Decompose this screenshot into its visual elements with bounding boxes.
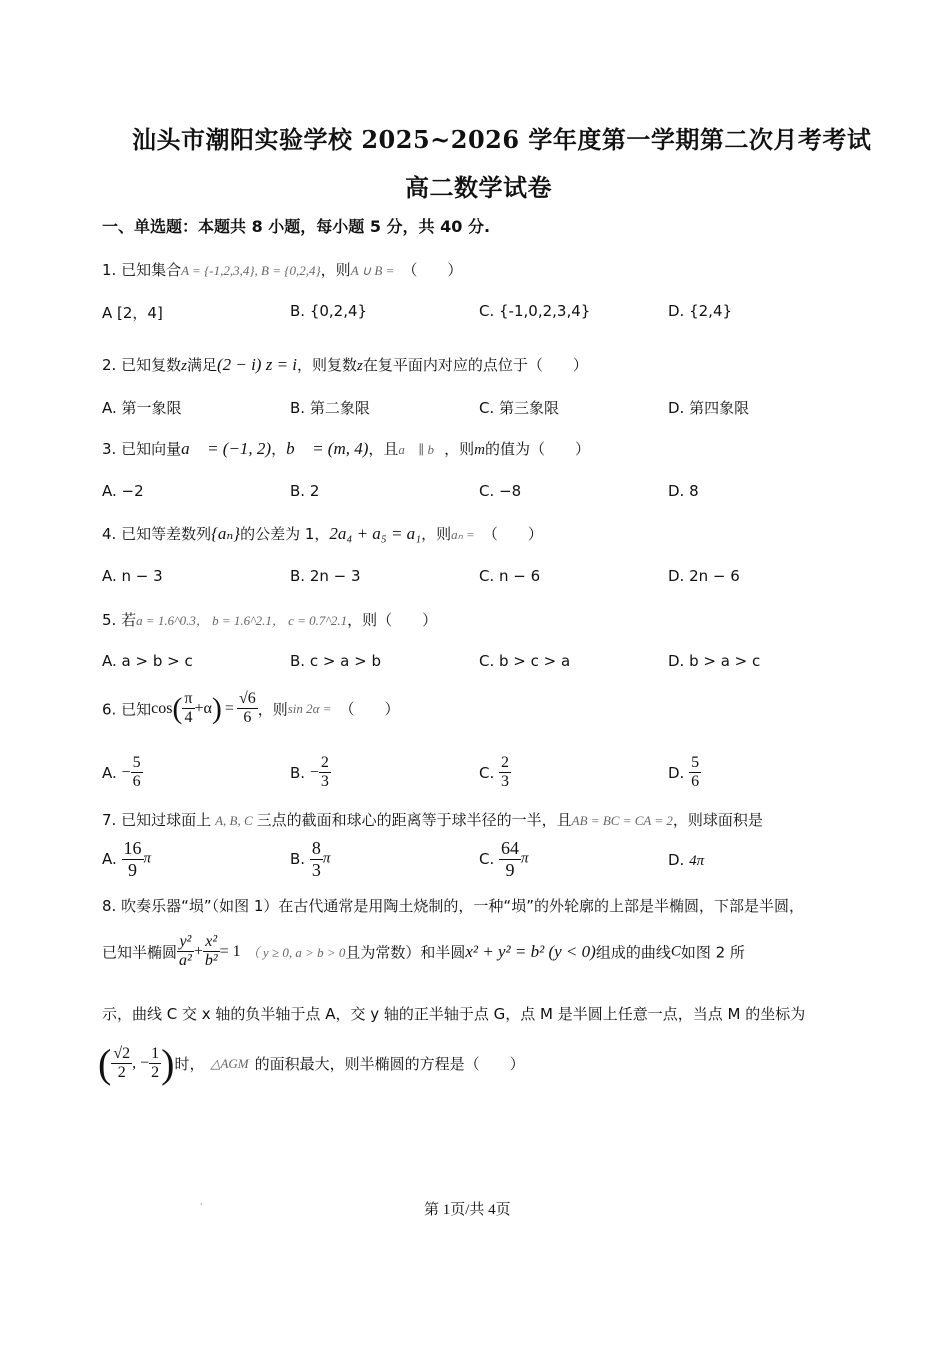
q2-equation: (2 − i) z = i [216, 355, 298, 374]
section-header: 一、单选题：本题共 8 小题，每小题 5 分，共 40 分. [102, 217, 491, 236]
question-8-line-4: ( $\frac{√2}{2}$ , − $\frac{1}{2}$ )时， △AGM 的面积最大，则半椭圆的方程是（ ） [98, 1041, 525, 1086]
q7-equation: AB = BC = CA = 2 [571, 813, 673, 828]
q5-option-b: B. c > a > b [290, 652, 381, 670]
q2-text3: ，则复数 [297, 356, 358, 374]
q7-option-c: C. $\frac{64}{9}$ π [479, 838, 529, 880]
q6-paren: （ ） [339, 700, 400, 719]
q2-z2: z [357, 358, 363, 374]
question-8-line-2: 已知半椭圆 $\frac{\text{y²}}{\text{a²}}$ + $\frac{\text{x²}}{\text{b²}}$ = 1 （ y ≥ 0, a > b > 0且为常数）和半圆x² + y² = b² (y < 0)组成的曲线C如图 2 所 [102, 933, 745, 970]
q2-z1: z [181, 358, 187, 374]
q1-expr: A ∪ B = [350, 263, 395, 278]
q4-paren: （ ） [482, 525, 543, 543]
q1-option-a: A [2，4] [102, 304, 163, 322]
q3-option-d: D. 8 [668, 482, 699, 500]
q5-text1: 5. 若 [102, 611, 137, 629]
q1-option-c: C. {-1,0,2,3,4} [479, 302, 591, 320]
q4-option-d: D. 2n − 6 [668, 567, 740, 585]
question-8-line-3: 示，曲线 C 交 x 轴的负半轴于点 A，交 y 轴的正半轴于点 G，点 M 是半圆上任意一点，当点 M 的坐标为 [102, 1005, 806, 1023]
q7-option-a: A. $\frac{16}{9}$ π [102, 838, 152, 880]
q4-option-a: A. n − 3 [102, 567, 163, 585]
q5-option-c: C. b > c > a [479, 652, 571, 670]
q1-option-d: D. {2,4} [668, 302, 733, 320]
question-7 [102, 809, 763, 830]
q6-text1: 6. 已知 [102, 700, 152, 719]
q4-text1: 4. 已知等差数列 [102, 525, 212, 543]
q3-vector-a: a⃗ = (−1, 2) [181, 439, 272, 458]
q6-option-b: B. − $\frac{2}{3}$ [290, 754, 329, 791]
q6-option-d: D. $\frac{5}{6}$ [668, 754, 700, 791]
q1-prefix: 1. 已知集合 [102, 261, 182, 279]
q4-option-b: B. 2n − 3 [290, 567, 361, 585]
question-5 [102, 609, 437, 630]
q1-sets: A = {-1,2,3,4}, B = {0,2,4} [181, 263, 321, 278]
q6-option-a: A. − $\frac{5}{6}$ [102, 754, 141, 791]
q5-text2: ，则（ ） [347, 611, 438, 629]
q7-option-b: B. $\frac{8}{3}$ π [290, 838, 331, 880]
q2-option-c: C. 第三象限 [479, 399, 560, 417]
q1-paren: （ ） [402, 261, 463, 279]
q7-option-d: D. 4π [668, 851, 705, 869]
q7-points: A, B, C [215, 813, 253, 828]
q5-option-d: D. b > a > c [668, 652, 761, 670]
q6-pi-over-4: $\frac{\pi}{4}$ [184, 690, 193, 727]
q3-vector-b: b⃗ = (m, 4) [286, 439, 369, 458]
q4-option-c: C. n − 6 [479, 567, 541, 585]
q3-text2: ， [271, 440, 287, 458]
q2-text1: 2. 已知复数 [102, 356, 182, 374]
q4-sequence: {aₙ} [211, 524, 241, 543]
q3-text4: ，则 [444, 440, 475, 458]
footer-dot: · [200, 1200, 203, 1209]
q3-option-a: A. −2 [102, 482, 144, 500]
q2-option-d: D. 第四象限 [668, 399, 750, 417]
q6-option-c: C. $\frac{2}{3}$ [479, 754, 510, 791]
q7-text3: ，则球面积是 [672, 811, 763, 829]
q6-alpha: +α [194, 699, 212, 717]
question-2 [102, 354, 588, 375]
q4-an: aₙ = [451, 527, 475, 542]
q6-lparen: ( [172, 691, 183, 725]
q2-option-b: B. 第二象限 [290, 399, 370, 417]
q3-m: m [474, 442, 486, 458]
q2-text2: 满足 [186, 356, 217, 374]
q3-option-c: C. −8 [479, 482, 522, 500]
q1-option-b: B. {0,2,4} [290, 302, 368, 320]
q3-text5: 的值为（ ） [485, 440, 591, 458]
exam-subtitle: 高二数学试卷 [405, 173, 552, 202]
q3-parallel: a⃗ ∥ b⃗ [398, 442, 445, 457]
q2-option-a: A. 第一象限 [102, 399, 182, 417]
question-6 [102, 690, 400, 728]
q4-equation: 2a₄ + a₅ = a₁ [329, 524, 422, 543]
q2-text4: 在复平面内对应的点位于（ ） [362, 356, 588, 374]
q6-sqrt6-over-6: $\frac{√6}{6}$ [238, 690, 256, 727]
question-8-line-1: 8. 吹奏乐器“埙”（如图 1）在古代通常是用陶土烧制的，一种“埙”的外轮廓的上部是半椭圆，下部是半圆， [102, 897, 804, 915]
q6-text2: ，则 [257, 700, 288, 719]
q6-rparen: ) [211, 691, 222, 725]
question-3 [102, 438, 590, 459]
q4-text3: ，则 [421, 525, 452, 543]
q6-sin: sin 2α = [287, 700, 332, 716]
question-4 [102, 523, 543, 544]
q7-text2: 三点的截面和球心的距离等于球半径的一半，且 [256, 811, 572, 829]
q6-equals: = [224, 699, 234, 717]
page-footer: 第 1页/共 4页 [424, 1202, 511, 1218]
q6-cos: cos [151, 699, 173, 717]
q3-text3: ，且 [368, 440, 399, 458]
q3-text1: 3. 已知向量 [102, 440, 182, 458]
q5-definitions: a = 1.6^0.3， b = 1.6^2.1， c = 0.7^2.1 [136, 613, 348, 628]
q1-mid: ，则 [320, 261, 351, 279]
q3-option-b: B. 2 [290, 482, 320, 500]
q4-text2: 的公差为 1， [240, 525, 330, 543]
q7-text1: 7. 已知过球面上 [102, 811, 212, 829]
q5-option-a: A. a > b > c [102, 652, 193, 670]
exam-title: 汕头市潮阳实验学校 2025~2026 学年度第一学期第二次月考考试 [132, 125, 872, 154]
question-1 [102, 259, 462, 280]
